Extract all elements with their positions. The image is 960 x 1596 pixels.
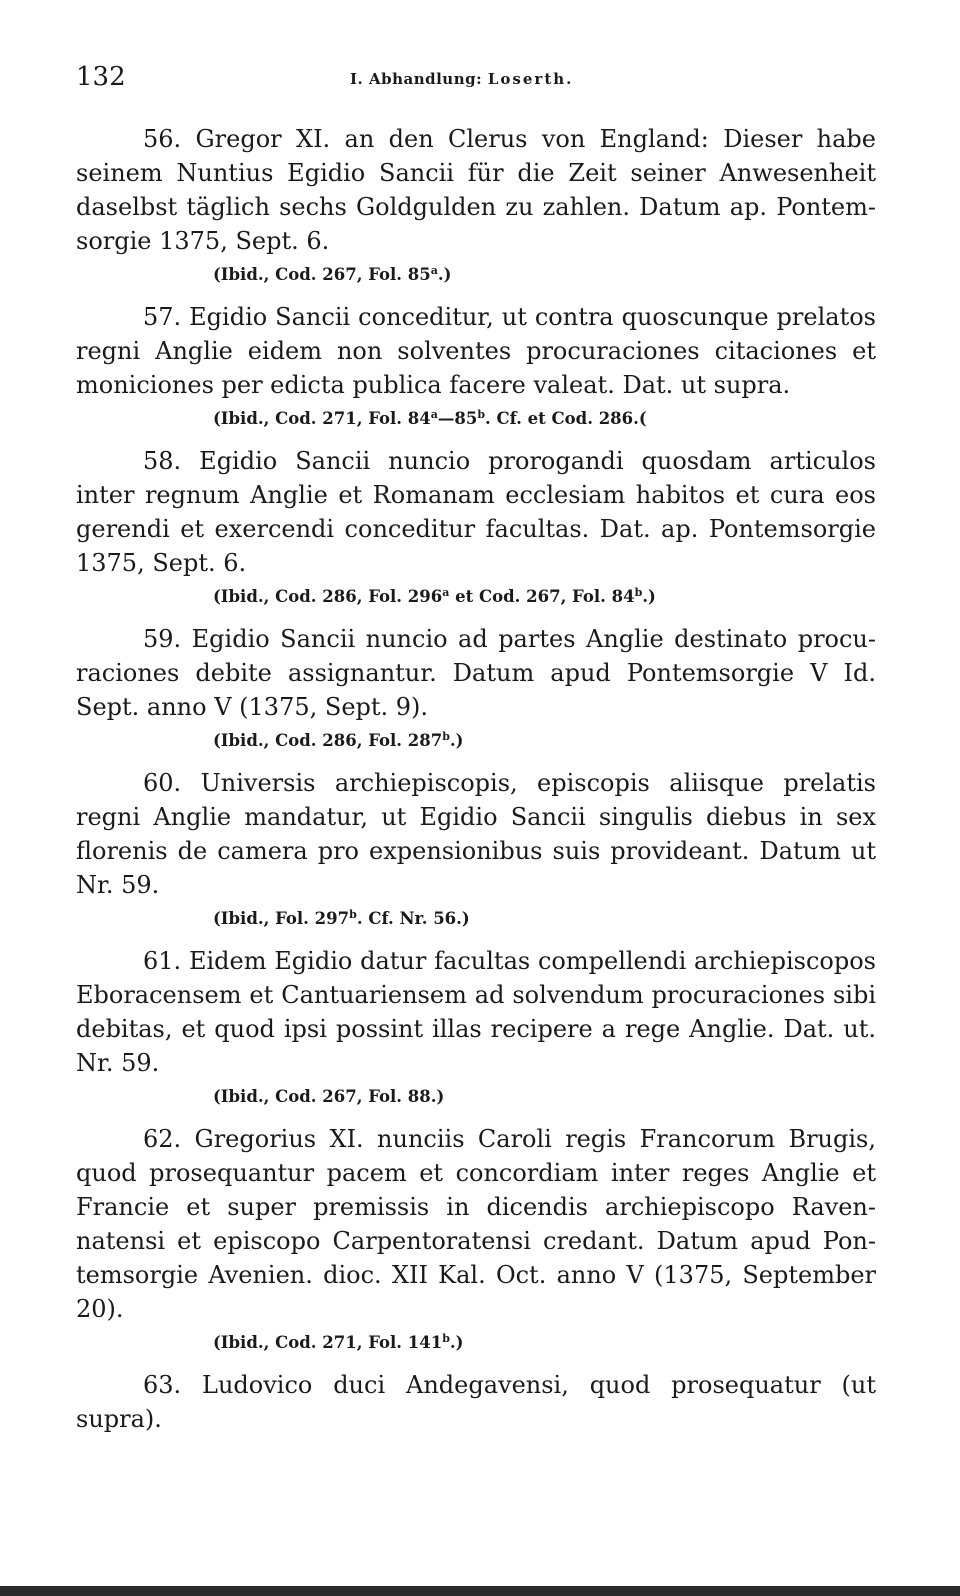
entry-list (76, 122, 876, 1436)
regest-entry (76, 122, 876, 288)
citation-text: et Cod. 267, Fol. 84 (449, 587, 635, 606)
entry-source-citation (213, 906, 876, 932)
regest-entry (76, 622, 876, 754)
folio-side-superscript: a (430, 264, 438, 277)
folio-side-superscript: b (349, 908, 357, 921)
regest-entry (76, 1368, 876, 1436)
entry-text: 58. Egidio Sancii nuncio prorogandi quosdam articulos inter regnum Anglie et Romanam ecclesiam habitos et cura eos gerendi et exercendi conceditur facultas. Dat. ap. Pontemsorgie 1375, Sept. 6. (76, 447, 876, 577)
folio-side-superscript: b (442, 730, 450, 743)
citation-text: .) (642, 587, 656, 606)
entry-source-citation (213, 406, 876, 432)
folio-side-superscript: b (634, 586, 643, 599)
entry-text: 57. Egidio Sancii conceditur, ut contra quoscunque prelatos regni Anglie eidem non solventes procuraciones citaciones et moniciones per edicta publica facere valeat. Dat. ut supra. (76, 303, 876, 399)
citation-text: . Cf. Nr. 56.) (356, 909, 470, 928)
entry-source-citation (213, 728, 876, 754)
running-title-prefix: I. Abhandlung: (350, 70, 488, 88)
folio-side-superscript: b (442, 1332, 450, 1345)
entry-text: 63. Ludovico duci Andegavensi, quod prosequatur (ut supra). (76, 1371, 876, 1433)
citation-text: .) (437, 265, 452, 284)
entry-text: 61. Eidem Egidio datur facultas compellendi archiepiscopos Eboracensem et Cantuariensem ad solvendum procuraciones sibi debitas, et quod ipsi possint illas recipere a rege Anglie. Dat. ut. Nr. 59. (76, 947, 876, 1077)
entry-text: 56. Gregor XI. an den Clerus von England: Dieser habe seinem Nuntius Egidio Sancii für die Zeit seiner Anwesenheit daselbst täglich sechs Goldgulden zu zahlen. Datum ap. Pontemsorgie 1375, Sept. 6. (76, 125, 876, 255)
regest-entry (76, 444, 876, 610)
citation-text: .) (449, 731, 464, 750)
citation-text: (Ibid., Fol. 297 (213, 909, 350, 928)
citation-text: . Cf. et Cod. 286.( (485, 409, 647, 428)
bottom-edge-rule (0, 1586, 960, 1596)
folio-side-superscript: a (442, 586, 450, 599)
entry-source-citation (213, 584, 876, 610)
entry-text: 60. Universis archiepiscopis, episcopis aliisque prelatis regni Anglie mandatur, ut Egidio Sancii singulis diebus in sex florenis de camera pro expensionibus suis provideant. Datum ut Nr. 59. (76, 769, 876, 899)
entry-text: 62. Gregorius XI. nunciis Caroli regis Francorum Brugis, quod prosequantur pacem et concordiam inter reges Anglie et Francie et super premissis in dicendis archiepiscopo Ravennatensi et episcopo Carpentoratensi credant. Datum apud Pontemsorgie Avenien. dioc. XII Kal. Oct. anno V (1375, September 20). (76, 1125, 876, 1323)
regest-entry (76, 1122, 876, 1356)
folio-side-superscript: b (477, 408, 486, 421)
running-head (76, 62, 876, 102)
entry-text: 59. Egidio Sancii nuncio ad partes Anglie destinato procuraciones debite assignantur. Datum apud Pontemsorgie V Id. Sept. anno V (1375, Sept. 9). (76, 625, 876, 721)
citation-text: (Ibid., Cod. 267, Fol. 88.) (213, 1087, 445, 1106)
citation-text: —85 (437, 409, 478, 428)
folio-side-superscript: a (430, 408, 438, 421)
regest-entry (76, 300, 876, 432)
page-number: 132 (76, 62, 126, 92)
citation-text: (Ibid., Cod. 271, Fol. 141 (213, 1333, 443, 1352)
entry-source-citation (213, 1330, 876, 1356)
citation-text: .) (449, 1333, 464, 1352)
running-title-author: Loserth. (487, 70, 574, 88)
citation-text: (Ibid., Cod. 286, Fol. 296 (213, 587, 443, 606)
citation-text: (Ibid., Cod. 286, Fol. 287 (213, 731, 443, 750)
running-title (350, 70, 573, 88)
citation-text: (Ibid., Cod. 271, Fol. 84 (213, 409, 431, 428)
entry-source-citation (213, 262, 876, 288)
regest-entry (76, 766, 876, 932)
book-page (76, 62, 876, 1436)
regest-entry (76, 944, 876, 1110)
entry-source-citation (213, 1084, 876, 1110)
citation-text: (Ibid., Cod. 267, Fol. 85 (213, 265, 431, 284)
